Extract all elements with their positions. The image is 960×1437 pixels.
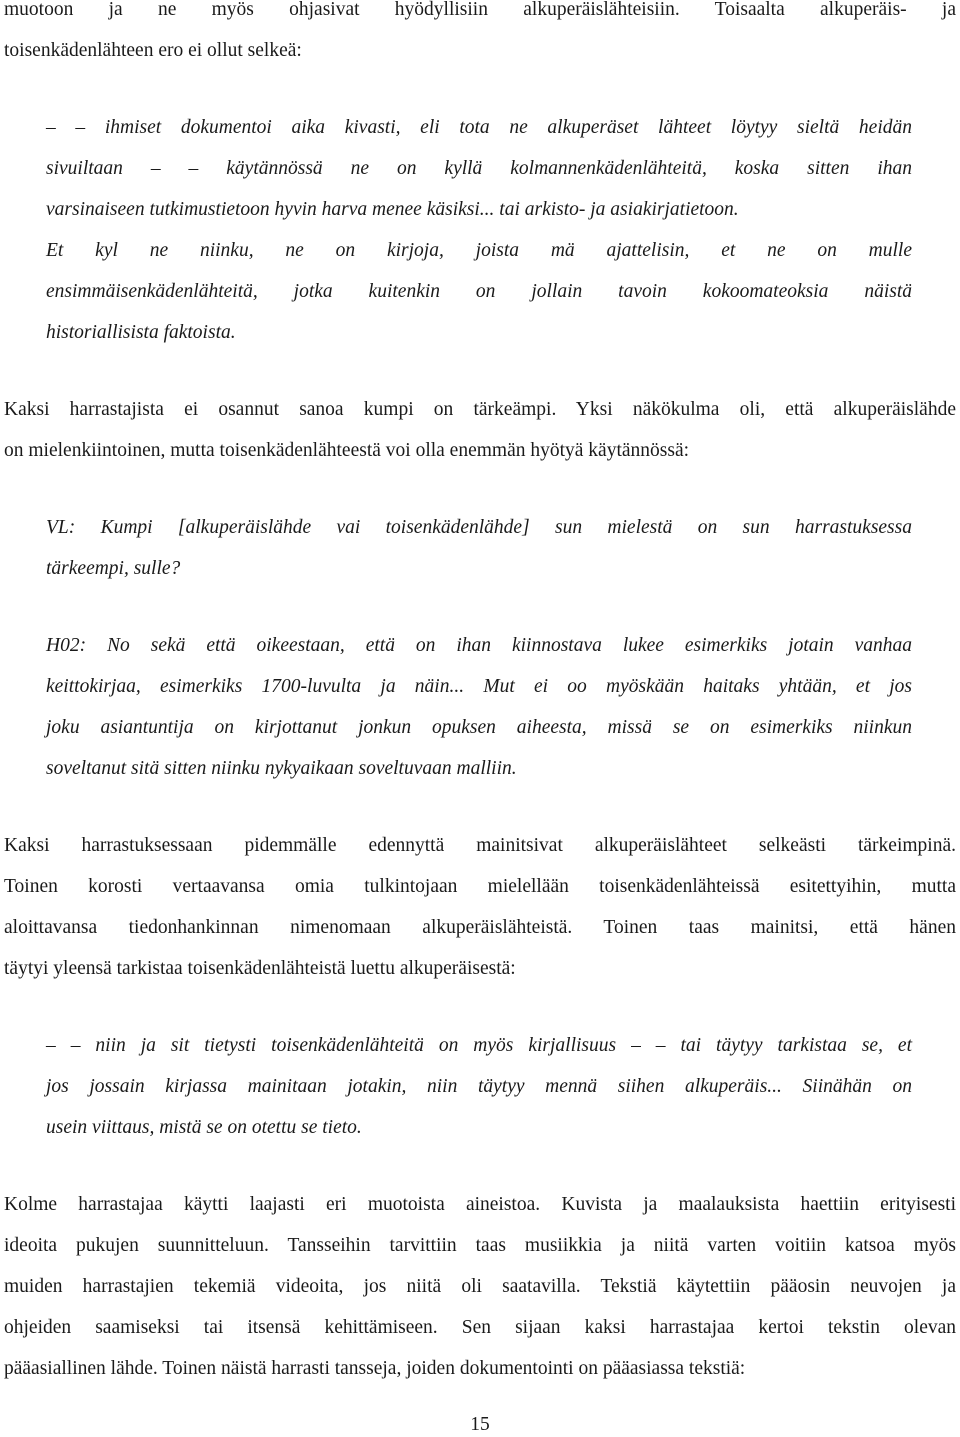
body-line: toisenkädenlähteen ero ei ollut selkeä:: [4, 40, 302, 61]
quote-line: – – niin ja sit tietysti toisenkädenlähteitä on myös kirjallisuus – – tai täytyy tarkistaa se, et: [46, 1035, 912, 1056]
quote-line: joku asiantuntija on kirjottanut jonkun opuksen aiheesta, missä se on esimerkiks niinkun: [46, 717, 912, 738]
quote-line: usein viittaus, mistä se on otettu se tieto.: [46, 1117, 362, 1138]
quote-line: jos jossain kirjassa mainitaan jotakin, niin täytyy mennä siihen alkuperäis... Siinähän on: [46, 1076, 912, 1097]
body-line: Toinen korosti vertaavansa omia tulkintojaan mielellään toisenkädenlähteissä esitettyihin, mutta: [4, 876, 956, 897]
body-line: muotoon ja ne myös ohjasivat hyödyllisiin alkuperäislähteisiin. Toisaalta alkuperäis- ja: [4, 0, 956, 20]
body-line: täytyi yleensä tarkistaa toisenkädenlähteistä luettu alkuperäisestä:: [4, 958, 516, 979]
body-line: pääasiallinen lähde. Toinen näistä harrasti tansseja, joiden dokumentointi on pääasiassa tekstiä:: [4, 1358, 746, 1379]
page-number: 15: [470, 1414, 490, 1435]
quote-line: ensimmäisenkädenlähteitä, jotka kuitenkin on jollain tavoin kokoomateoksia näistä: [46, 281, 912, 302]
quote-line: – – ihmiset dokumentoi aika kivasti, eli tota ne alkuperäset lähteet löytyy sieltä heidän: [46, 117, 912, 138]
body-line: Kolme harrastajaa käytti laajasti eri muotoista aineistoa. Kuvista ja maalauksista haettiin erityisesti: [4, 1194, 956, 1215]
body-line: ohjeiden saamiseksi tai itsensä kehittämiseen. Sen sijaan kaksi harrastajaa kertoi tekstin olevan: [4, 1317, 956, 1338]
quote-line: VL: Kumpi [alkuperäislähde vai toisenkädenlähde] sun mielestä on sun harrastuksessa: [46, 517, 912, 538]
quote-line: sivuiltaan – – käytännössä ne on kyllä kolmannenkädenlähteitä, koska sitten ihan: [46, 158, 912, 179]
body-line: aloittavansa tiedonhankinnan nimenomaan alkuperäislähteistä. Toinen taas mainitsi, että hänen: [4, 917, 956, 938]
quote-line: Et kyl ne niinku, ne on kirjoja, joista mä ajattelisin, et ne on mulle: [46, 240, 912, 261]
quote-line: tärkeempi, sulle?: [46, 558, 181, 579]
quote-line: keittokirjaa, esimerkiks 1700-luvulta ja näin... Mut ei oo myöskään haitaks yhtään, et jos: [46, 676, 912, 697]
body-line: ideoita pukujen suunnitteluun. Tansseihin tarvittiin taas musiikkia ja niitä varten voitiin katsoa myös: [4, 1235, 956, 1256]
quote-line: varsinaiseen tutkimustietoon hyvin harva menee käsiksi... tai arkisto- ja asiakirjatietoon.: [46, 199, 739, 220]
quote-line: soveltanut sitä sitten niinku nykyaikaan soveltuvaan malliin.: [46, 758, 517, 779]
body-line: muiden harrastajien tekemiä videoita, jos niitä oli saatavilla. Tekstiä käytettiin pääosin neuvojen ja: [4, 1276, 956, 1297]
body-line: on mielenkiintoinen, mutta toisenkädenlähteestä voi olla enemmän hyötyä käytännössä:: [4, 440, 690, 461]
body-line: Kaksi harrastajista ei osannut sanoa kumpi on tärkeämpi. Yksi näkökulma oli, että alkuperäislähde: [4, 399, 956, 420]
quote-line: historiallisista faktoista.: [46, 322, 236, 343]
quote-line: H02: No sekä että oikeestaan, että on ihan kiinnostava lukee esimerkiks jotain vanhaa: [46, 635, 912, 656]
body-line: Kaksi harrastuksessaan pidemmälle edennyttä mainitsivat alkuperäislähteet selkeästi tärkeimpinä.: [4, 835, 956, 856]
